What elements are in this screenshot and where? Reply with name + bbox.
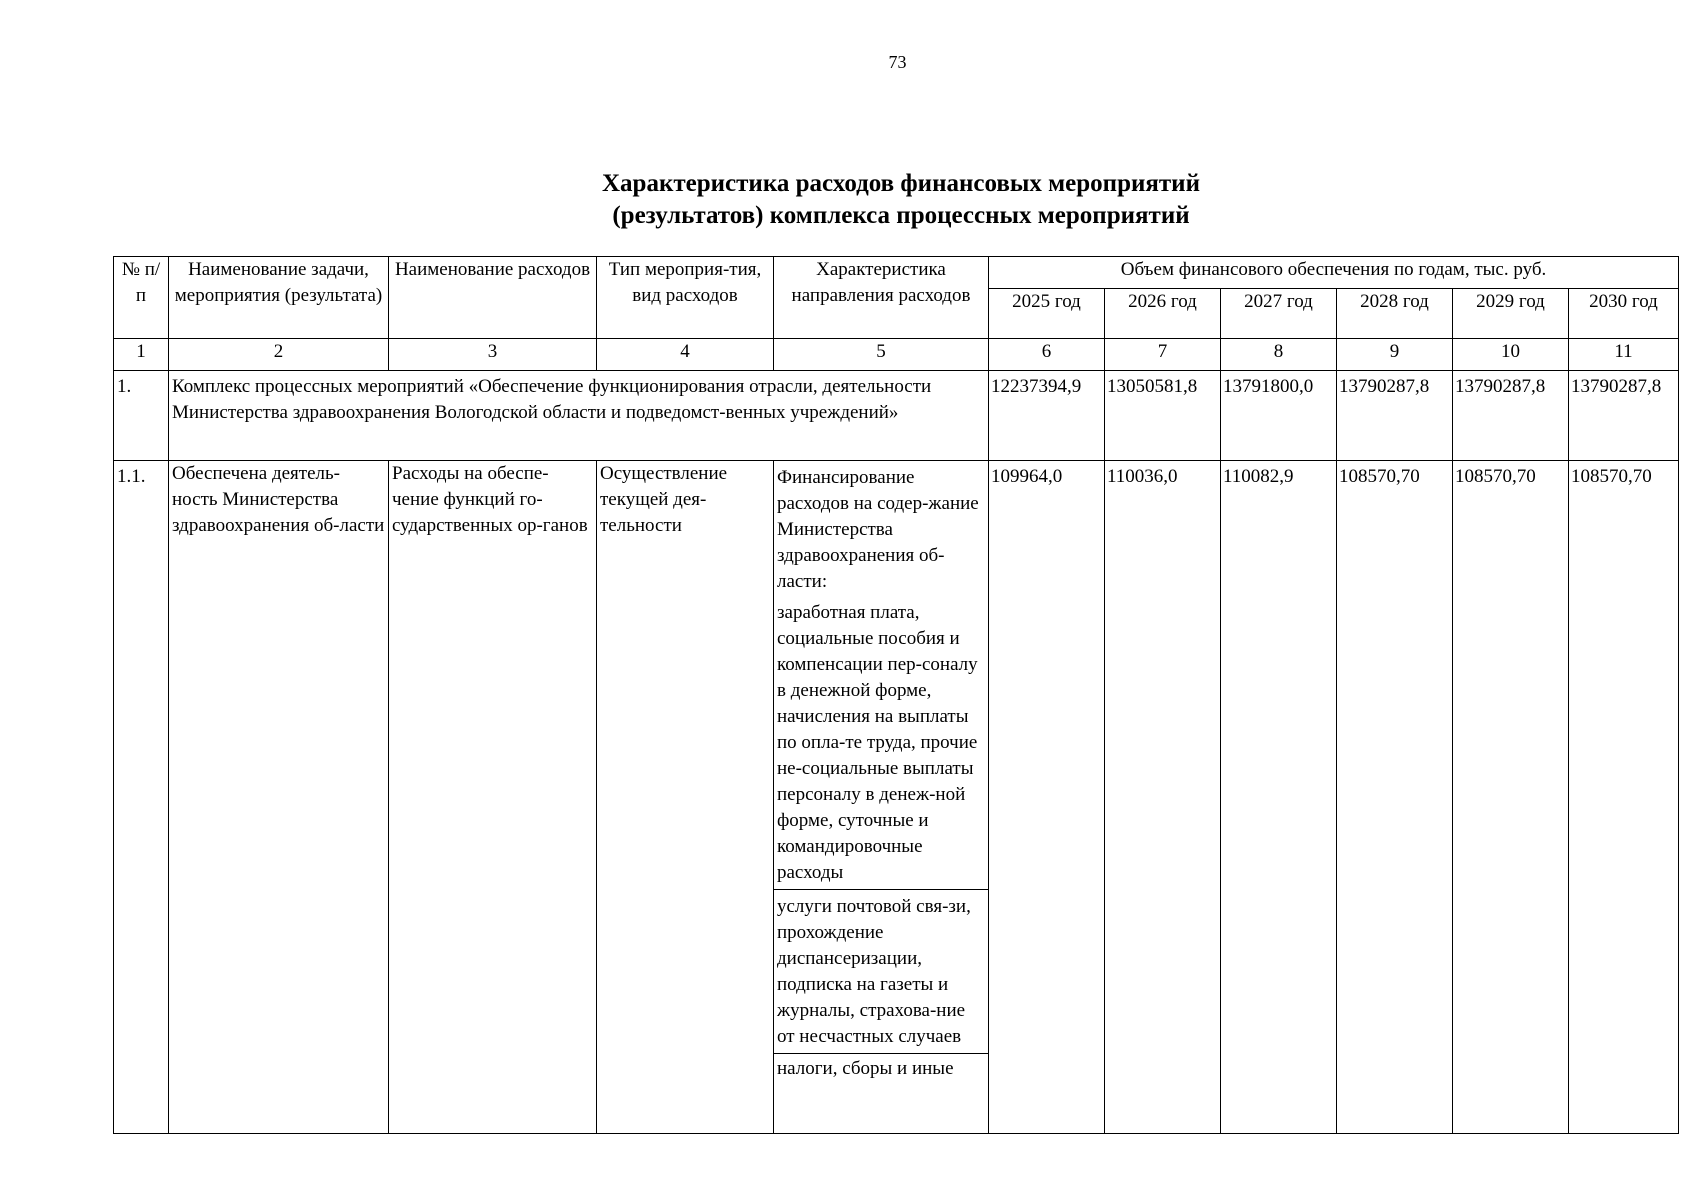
title-line-2: (результатов) комплекса процессных мероприятий [612,202,1190,229]
row-number: 1. [114,371,169,461]
header-year: 2030 год [1569,289,1679,339]
column-number: 3 [389,339,597,371]
column-number: 11 [1569,339,1679,371]
value-cell: 12237394,9 [989,371,1105,461]
header-year: 2027 год [1221,289,1337,339]
header-year: 2029 год [1453,289,1569,339]
value-cell: 109964,0 [989,461,1105,1134]
column-number: 6 [989,339,1105,371]
direction-part: налоги, сборы и иные [774,1053,988,1085]
header-row [114,257,1679,289]
value-cell: 13791800,0 [1221,371,1337,461]
value-cell: 13790287,8 [1337,371,1453,461]
header-year: 2028 год [1337,289,1453,339]
complex-name: Комплекс процессных мероприятий «Обеспечение функционирования отрасли, деятельности Министерства здравоохранения Вологодской области и подведомст-венных учреждений» [169,371,989,461]
header-year: 2026 год [1105,289,1221,339]
direction-cell [774,461,989,1134]
value-cell: 13050581,8 [1105,371,1221,461]
activity-type: Осуществление текущей дея-тельности [597,461,774,1134]
table-row [114,461,1679,1134]
direction-part: Финансирование расходов на содер-жание Министерства здравоохранения об-ласти: [777,467,979,592]
column-number: 7 [1105,339,1221,371]
value-cell: 108570,70 [1453,461,1569,1134]
column-number-row [114,339,1679,371]
task-name: Обеспечена деятель-ность Министерства здравоохранения об-ласти [169,461,389,1134]
header-volume: Объем финансового обеспечения по годам, тыс. руб. [989,257,1679,289]
column-number: 9 [1337,339,1453,371]
expense-name: Расходы на обеспе-чение функций го-сударственных ор-ганов [389,461,597,1134]
title-line-1: Характеристика расходов финансовых мероприятий [602,170,1200,197]
column-number: 4 [597,339,774,371]
value-cell: 110082,9 [1221,461,1337,1134]
table-row [114,371,1679,461]
value-cell: 108570,70 [1569,461,1679,1134]
row-number: 1.1. [114,461,169,1134]
value-cell: 108570,70 [1337,461,1453,1134]
direction-part: услуги почтовой свя-зи, прохождение диспансеризации, подписка на газеты и журналы, страхова-ние от несчастных случаев [774,889,988,1053]
header-task: Наименование задачи, мероприятия (результата) [169,257,389,339]
header-year: 2025 год [989,289,1105,339]
header-expense-name: Наименование расходов [389,257,597,339]
header-type: Тип мероприя-тия, вид расходов [597,257,774,339]
header-num: № п/п [114,257,169,339]
column-number: 2 [169,339,389,371]
column-number: 10 [1453,339,1569,371]
value-cell: 13790287,8 [1453,371,1569,461]
direction-part: заработная плата, социальные пособия и компенсации пер-соналу в денежной форме, начисления на выплаты по опла-те труда, прочие не-социальные выплаты персоналу в денеж-ной форме, суточные и командировочные расходы [777,602,978,883]
document-title [480,168,1322,232]
expenses-table [113,256,1679,1134]
column-number: 5 [774,339,989,371]
page-number: 73 [888,52,907,72]
value-cell: 13790287,8 [1569,371,1679,461]
column-number: 8 [1221,339,1337,371]
header-direction: Характеристика направления расходов [774,257,989,339]
column-number: 1 [114,339,169,371]
value-cell: 110036,0 [1105,461,1221,1134]
